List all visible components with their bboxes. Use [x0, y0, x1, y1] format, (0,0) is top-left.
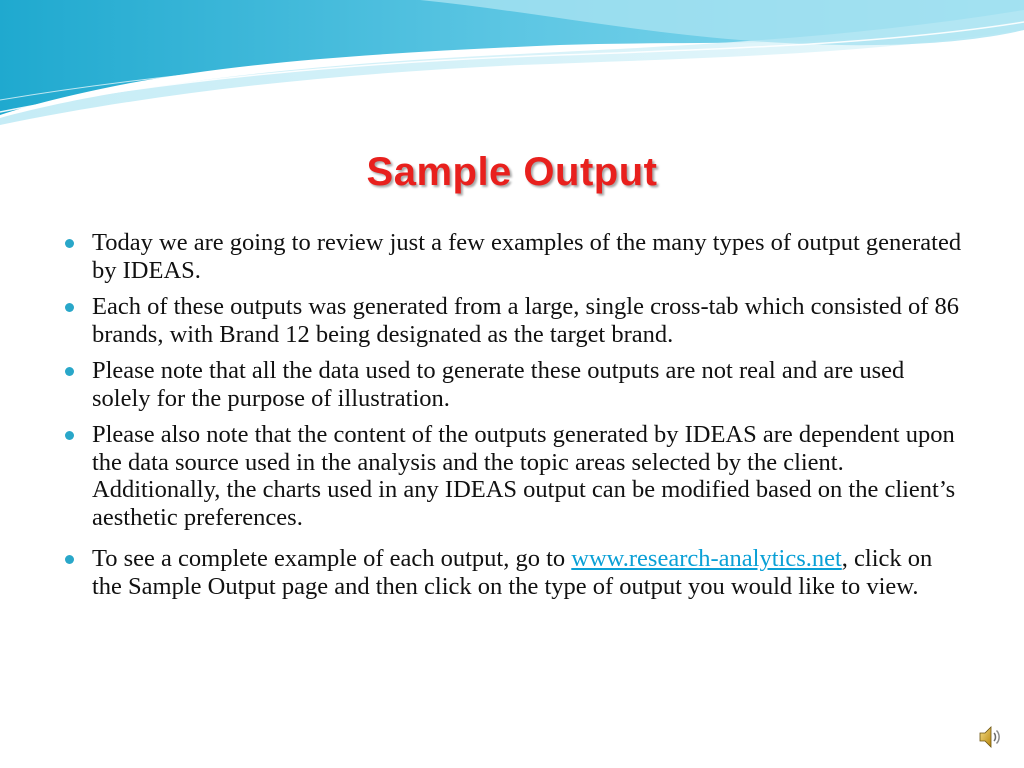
bullet-text: Please note that all the data used to generate these outputs are not real and are used solely for the purpose of illustration.: [92, 357, 905, 412]
bullet-text-before-link: To see a complete example of each output, go to: [92, 545, 572, 572]
bullet-item: [62, 545, 967, 600]
website-link[interactable]: www.research-analytics.net: [571, 545, 842, 572]
bullet-dot-icon: [65, 431, 74, 440]
bullet-dot-icon: [65, 555, 74, 564]
bullet-item: [62, 421, 967, 531]
bullet-item: [62, 293, 967, 348]
bullet-dot-icon: [65, 367, 74, 376]
bullet-text-after-link: , click on the Sample Output page and then click on the type of output you would like to view.: [92, 545, 933, 600]
speaker-icon[interactable]: [978, 724, 1002, 750]
bullet-text: Today we are going to review just a few examples of the many types of output generated by IDEAS.: [92, 229, 962, 284]
bullet-dot-icon: [65, 239, 74, 248]
slide-title: Sample Output: [366, 150, 658, 194]
bullet-item: [62, 357, 967, 412]
bullet-text: Please also note that the content of the outputs generated by IDEAS are dependent upon the data source used in the analysis and the topic areas selected by the client. Additionally, the charts used in any IDEAS output can be modified based on the client’s aesthetic preferences.: [92, 421, 956, 531]
bullet-dot-icon: [65, 303, 74, 312]
header-wave-decoration: [0, 0, 1024, 130]
bullet-text: Each of these outputs was generated from a large, single cross-tab which consisted of 86 brands, with Brand 12 being designated as the target brand.: [92, 293, 959, 348]
bullet-list: [62, 229, 967, 609]
bullet-item: [62, 229, 967, 284]
